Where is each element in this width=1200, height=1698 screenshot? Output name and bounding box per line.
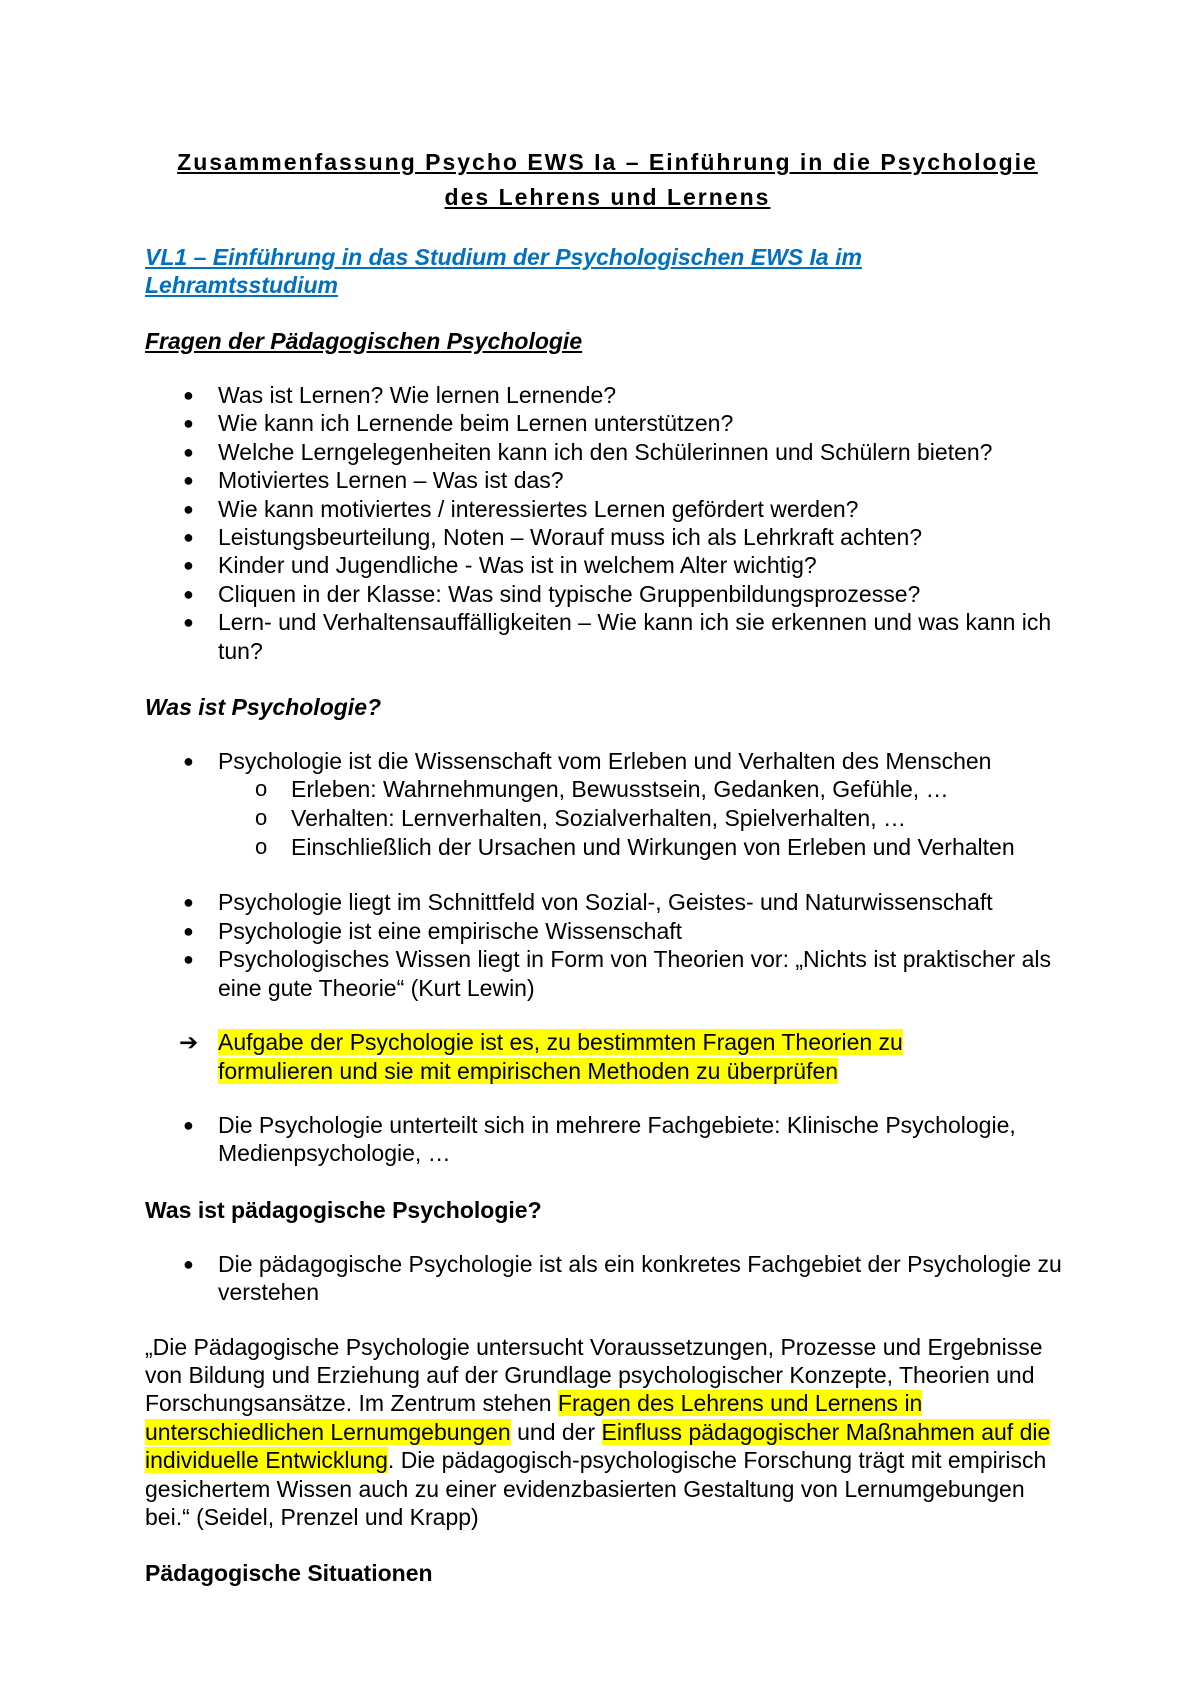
document-content [145, 145, 1070, 1587]
paed-quote [145, 1333, 1070, 1532]
bullet-icon: ● [183, 1114, 194, 1135]
list-item: ● Die Psychologie unterteilt sich in mehrere Fachgebiete: Klinische Psychologie, Medienpsychologie, … [183, 1111, 1016, 1167]
list-item: ● Motiviertes Lernen – Was ist das? [183, 467, 564, 494]
sub-bullet-icon: o [255, 834, 268, 860]
bullet-icon: ● [183, 555, 194, 576]
quote-highlight2: Einfluss pädagogischer Maßnahmen auf die individuelle Entwicklung [145, 1418, 1051, 1474]
quote-part3: . Die pädagogisch-psychologische Forschung trägt mit empirisch gesichertem Wissen auch zu einer evidenzbasierten Gestaltung von Lernumgebungen bei.“ (Seidel, Prenzel und Krapp) [145, 1447, 1047, 1530]
fragen-list [145, 381, 1070, 665]
list-item: ● Lern- und Verhaltensauffälligkeiten – Wie kann ich sie erkennen und was kann ich tun? [183, 609, 1052, 664]
highlighted-conclusion [145, 1028, 1070, 1085]
sub-bullet-icon: o [255, 805, 268, 831]
quote-highlight1: Fragen des Lehrens und Lernens in unterschiedlichen Lernumgebungen [145, 1390, 923, 1445]
arrow-right-icon: ➔ [179, 1029, 199, 1056]
list-item: ● Leistungsbeurteilung, Noten – Worauf muss ich als Lehrkraft achten? [183, 524, 923, 551]
list-item: ● Psychologie liegt im Schnittfeld von Sozial-, Geistes- und Naturwissenschaft [183, 889, 993, 916]
fragen-heading: Fragen der Pädagogischen Psychologie [145, 328, 583, 354]
situationen-heading: Pädagogische Situationen [145, 1560, 433, 1587]
bullet-icon: ● [183, 949, 194, 970]
psychologie-list [145, 747, 1070, 862]
list-item: ● Was ist Lernen? Wie lernen Lernende? [183, 382, 617, 408]
psychologie-heading: Was ist Psychologie? [145, 694, 382, 721]
document-title [145, 145, 1070, 215]
bullet-icon: ● [183, 441, 194, 462]
list-item: ● Psychologie ist die Wissenschaft vom Erleben und Verhalten des Menschen o Erleben: Wahrnehmungen, Bewusstsein, Gedanken, Gefühle, … o Verhalten: Lernverhalten, Sozialverhalten, Spielverhalten, … o Einschließlich der Ursachen und Wirkungen von Erleben und Verhalten [145, 747, 1070, 862]
paed-heading: Was ist pädagogische Psychologie? [145, 1196, 542, 1223]
list-item: ● Wie kann motiviertes / interessiertes Lernen gefördert werden? [183, 495, 859, 522]
sublist-item: o Verhalten: Lernverhalten, Sozialverhalten, Spielverhalten, … [255, 805, 906, 832]
list-item: ● Psychologisches Wissen liegt in Form von Theorien vor: „Nichts ist praktischer als eine gute Theorie“ (Kurt Lewin) [183, 946, 1051, 1001]
list-item: ● Die pädagogische Psychologie ist als ein konkretes Fachgebiet der Psychologie zu verstehen [183, 1250, 1062, 1306]
bullet-icon: ● [183, 413, 194, 434]
quote-part1: „Die Pädagogische Psychologie untersucht Voraussetzungen, Prozesse und Ergebnisse von Bildung und Erziehung auf der Grundlage psychologischer Konzepte, Theorien und Forschungsansätze. Im Zentrum stehen [145, 1333, 1043, 1417]
vl1-heading[interactable] [145, 243, 1070, 299]
bullet-icon: ● [183, 612, 194, 633]
bullet-icon: ● [183, 920, 194, 941]
list-item: ● Kinder und Jugendliche - Was ist in welchem Alter wichtig? [183, 552, 817, 579]
vl1-heading-line1: VL1 – Einführung in das Studium der Psychologischen EWS Ia im [145, 244, 862, 270]
highlight-line2: formulieren und sie mit empirischen Methoden zu überprüfen [218, 1057, 839, 1084]
list-item: ● Psychologie ist eine empirische Wissenschaft [183, 917, 683, 944]
document-title-line2: des Lehrens und Lernens [444, 184, 771, 210]
bullet-icon: ● [183, 583, 194, 604]
bullet-icon: ● [183, 892, 194, 913]
bullet-icon: ● [183, 498, 194, 519]
sublist-item: o Einschließlich der Ursachen und Wirkungen von Erleben und Verhalten [255, 834, 1015, 861]
bullet-icon: ● [183, 470, 194, 491]
paed-list [145, 1250, 1070, 1307]
psychologie-list-3 [145, 1111, 1070, 1168]
highlight-line1: Aufgabe der Psychologie ist es, zu bestimmten Fragen Theorien zu [218, 1029, 903, 1056]
list-item: ● Wie kann ich Lernende beim Lernen unterstützen? [183, 410, 734, 437]
vl1-heading-line2: Lehramtsstudium [145, 272, 338, 298]
sub-bullet-icon: o [255, 776, 268, 802]
sublist-item: o Erleben: Wahrnehmungen, Bewusstsein, Gedanken, Gefühle, … [255, 776, 949, 803]
document-title-line1: Zusammenfassung Psycho EWS Ia – Einführung in die Psychologie [177, 149, 1038, 175]
psychologie-list-2 [145, 888, 1070, 1002]
bullet-icon: ● [183, 1253, 194, 1274]
bullet-icon: ● [183, 527, 194, 548]
bullet-icon: ● [183, 751, 194, 772]
bullet-icon: ● [183, 385, 194, 405]
psychologie-sublist [218, 775, 1070, 862]
list-item: ● Cliquen in der Klasse: Was sind typische Gruppenbildungsprozesse? [183, 580, 921, 607]
quote-part2: und der [510, 1418, 602, 1445]
list-item: ● Welche Lerngelegenheiten kann ich den Schülerinnen und Schülern bieten? [183, 438, 993, 465]
